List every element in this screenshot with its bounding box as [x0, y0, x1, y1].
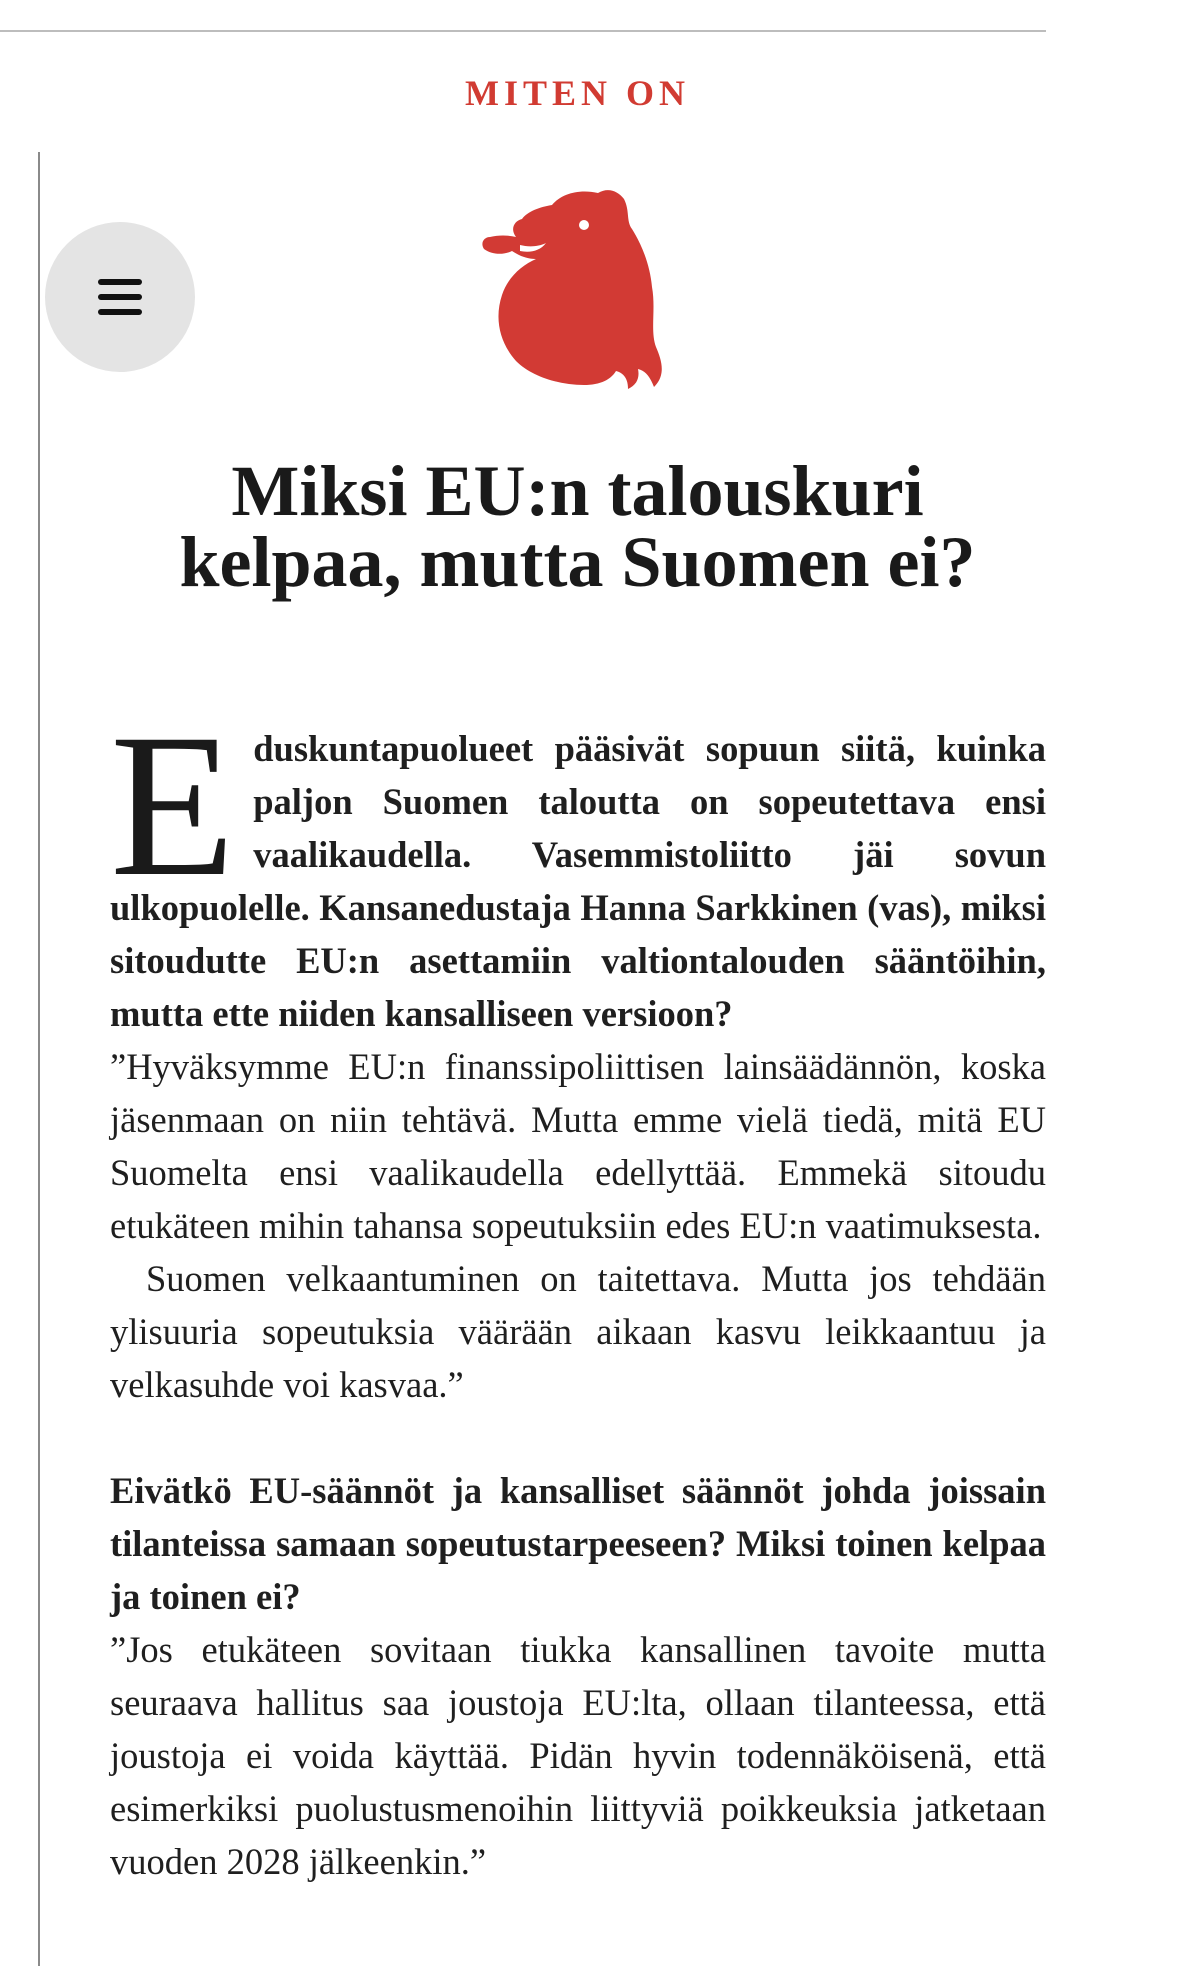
- answer-2: ”Jos etukäteen sovitaan tiukka kansallinen tavoite mutta seuraava hallitus saa joustoja EU:lta, ollaan tilanteessa, että joustoja ei voida käyttää. Pidän hyvin todennäköisenä, että esimerkiksi puolustusmenoihin liittyviä poikkeuksia jatketaan vuoden 2028 jälkeenkin.”: [110, 1629, 1046, 1882]
- question-1: [110, 692, 1046, 1040]
- top-divider: [0, 30, 1046, 32]
- article-headline: Miksi EU:n talouskuri kelpaa, mutta Suomen ei?: [179, 451, 976, 602]
- article-body: [110, 692, 1046, 1888]
- left-divider: [38, 152, 40, 1966]
- answer-1-paragraph-1: ”Hyväksymme EU:n finanssipoliittisen lainsäädännön, koska jäsenmaan on niin tehtävä. Mutta emme vielä tiedä, mitä EU Suomelta ensi vaalikaudella edellyttää. Emmekä sitoudu etukäteen mihin tahansa sopeutuksiin edes EU:n vaatimuksesta.: [110, 1046, 1046, 1246]
- section-label: MITEN ON: [464, 73, 690, 113]
- question-1-text: duskuntapuolueet pääsivät sopuun siitä, kuinka paljon Suomen taloutta on sopeutettava ensi vaalikaudella. Vasemmistoliitto jäi sovun ulkopuolelle. Kansanedustaja Hanna Sarkkinen (vas), miksi sitoudutte EU:n asettamiin valtiontalouden sääntöihin, mutta ette niiden kansalliseen versioon?: [110, 728, 1046, 1034]
- lion-logo-icon: [480, 185, 670, 395]
- question-2: Eivätkö EU-säännöt ja kansalliset säännöt johda joissain tilanteissa samaan sopeutustarpeeseen? Miksi toinen kelpaa ja toinen ei?: [110, 1470, 1046, 1617]
- answer-1-paragraph-2: Suomen velkaantuminen on taitettava. Mutta jos tehdään ylisuuria sopeutuksia väärään aikaan kasvu leikkaantuu ja velkasuhde voi kasvaa.”: [110, 1258, 1046, 1405]
- drop-cap: E: [110, 692, 236, 919]
- menu-button[interactable]: [45, 222, 195, 372]
- hamburger-menu-icon: [98, 279, 142, 315]
